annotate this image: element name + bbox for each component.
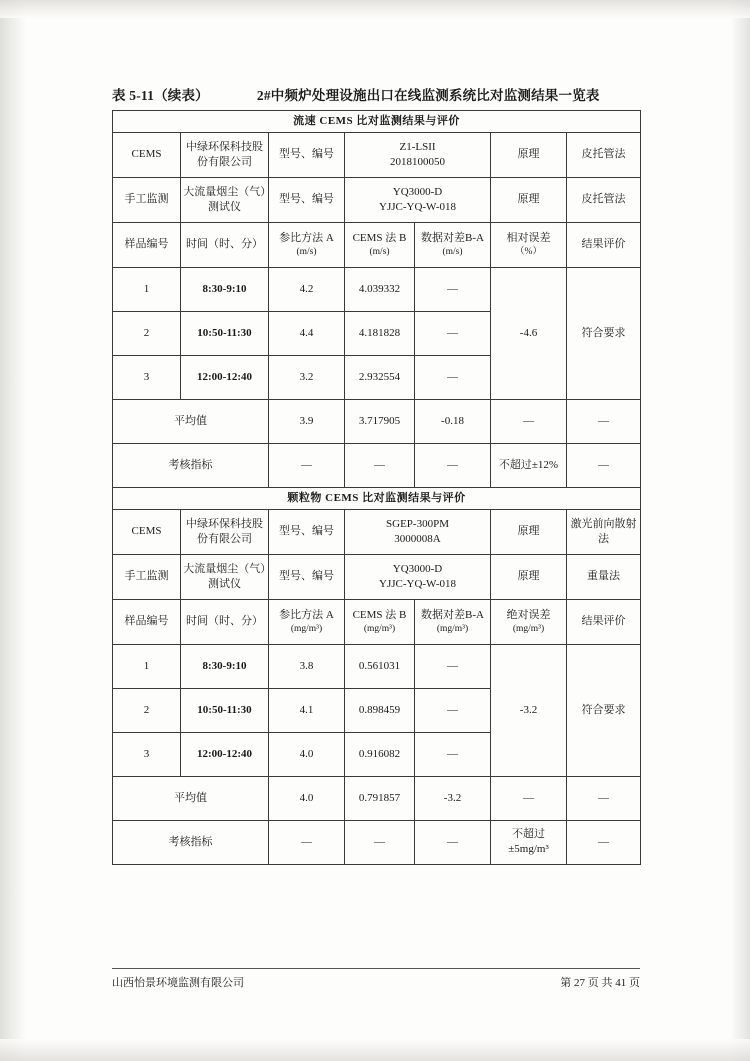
manual-model-serial-1 — [345, 177, 491, 222]
header-evaluation-1: 结果评价 — [567, 222, 641, 267]
scan-edge-bottom — [0, 1039, 750, 1061]
header-cems-b-unit-2: (mg/m³) — [363, 623, 396, 634]
header-diff-2 — [415, 599, 491, 644]
header-cems-b-text-1: CEMS 法 B — [352, 232, 407, 245]
manual-instrument-1: 大流量烟尘（气）测试仪 — [181, 177, 269, 222]
cems-model-serial-1 — [345, 132, 491, 177]
average-diff-1: -0.18 — [415, 399, 491, 443]
row-no: 1 — [113, 267, 181, 311]
cems-principle-1: 皮托管法 — [567, 132, 641, 177]
row-diff: — — [415, 267, 491, 311]
header-cems-b-unit-1: (m/s) — [369, 246, 390, 257]
average-method-a-1: 3.9 — [269, 399, 345, 443]
cems-company-2: 中绿环保科技股份有限公司 — [181, 509, 269, 554]
principle-label-1b: 原理 — [491, 177, 567, 222]
header-method-a-2 — [269, 599, 345, 644]
row-method-a: 4.4 — [269, 311, 345, 355]
average-error-2: — — [491, 776, 567, 820]
header-cems-b-2 — [345, 599, 415, 644]
average-method-a-2: 4.0 — [269, 776, 345, 820]
criteria-cems-b-2: — — [345, 820, 415, 864]
average-cems-b-2: 0.791857 — [345, 776, 415, 820]
criteria-cems-b-1: — — [345, 443, 415, 487]
table-row-average — [113, 399, 641, 443]
header-cems-b-1 — [345, 222, 415, 267]
row-cems-b: 4.039332 — [345, 267, 415, 311]
cems-serial-2: 3000008A — [394, 532, 441, 545]
header-error-1 — [491, 222, 567, 267]
monitoring-results-table — [112, 110, 641, 865]
row-diff: — — [415, 311, 491, 355]
table-row-average — [113, 776, 641, 820]
header-error-text-2: 绝对误差 — [506, 608, 551, 621]
header-error-2 — [491, 599, 567, 644]
model-label-2: 型号、编号 — [269, 509, 345, 554]
header-time-1: 时间（时、分） — [181, 222, 269, 267]
row-time: 8:30-9:10 — [181, 644, 269, 688]
criteria-label-2: 考核指标 — [113, 820, 269, 864]
scan-edge-left — [0, 0, 26, 1061]
manual-label-2: 手工监测 — [113, 554, 181, 599]
table-row — [113, 267, 641, 311]
row-method-a: 3.2 — [269, 355, 345, 399]
cems-company-1: 中绿环保科技股份有限公司 — [181, 132, 269, 177]
footer-page-number: 第 27 页 共 41 页 — [560, 977, 640, 989]
criteria-diff-2: — — [415, 820, 491, 864]
header-time-2: 时间（时、分） — [181, 599, 269, 644]
header-sample-no-1: 样品编号 — [113, 222, 181, 267]
header-method-a-unit-1: (m/s) — [296, 246, 317, 257]
error-value-1: -4.6 — [491, 267, 567, 399]
row-no: 2 — [113, 311, 181, 355]
manual-model-1: YQ3000-D — [392, 186, 443, 198]
row-no: 2 — [113, 688, 181, 732]
row-method-a: 3.8 — [269, 644, 345, 688]
row-cems-b: 4.181828 — [345, 311, 415, 355]
table-row — [113, 132, 641, 177]
model-label-1: 型号、编号 — [269, 132, 345, 177]
header-cems-b-text-2: CEMS 法 B — [352, 608, 407, 621]
header-diff-unit-1: (m/s) — [442, 246, 463, 257]
scan-edge-top — [0, 0, 750, 18]
table-caption — [112, 84, 642, 104]
row-time: 12:00-12:40 — [181, 355, 269, 399]
page-footer — [112, 968, 640, 990]
row-time: 12:00-12:40 — [181, 732, 269, 776]
cems-label-2: CEMS — [113, 509, 181, 554]
table-row — [113, 554, 641, 599]
manual-serial-2: YJJC-YQ-W-018 — [379, 577, 456, 590]
section-title-particulate: 颗粒物 CEMS 比对监测结果与评价 — [113, 487, 641, 509]
evaluation-value-2: 符合要求 — [567, 644, 641, 776]
row-no: 3 — [113, 732, 181, 776]
principle-label-1: 原理 — [491, 132, 567, 177]
header-method-a-text-1: 参比方法 A — [279, 232, 334, 245]
row-diff: — — [415, 732, 491, 776]
footer-company: 山西怡景环境监测有限公司 — [112, 977, 244, 989]
evaluation-value-1: 符合要求 — [567, 267, 641, 399]
average-label-1: 平均值 — [113, 399, 269, 443]
row-no: 1 — [113, 644, 181, 688]
row-diff: — — [415, 688, 491, 732]
row-method-a: 4.1 — [269, 688, 345, 732]
table-row — [113, 644, 641, 688]
manual-model-2: YQ3000-D — [392, 562, 443, 575]
table-row — [113, 177, 641, 222]
average-cems-b-1: 3.717905 — [345, 399, 415, 443]
section-title-velocity: 流速 CEMS 比对监测结果与评价 — [113, 111, 641, 133]
average-diff-2: -3.2 — [415, 776, 491, 820]
cems-model-2: SGEP-300PM — [386, 517, 449, 530]
criteria-label-1: 考核指标 — [113, 443, 269, 487]
row-cems-b: 0.561031 — [345, 644, 415, 688]
average-error-1: — — [491, 399, 567, 443]
row-method-a: 4.2 — [269, 267, 345, 311]
row-no: 3 — [113, 355, 181, 399]
criteria-method-a-2: — — [269, 820, 345, 864]
row-method-a: 4.0 — [269, 732, 345, 776]
average-evaluation-1: — — [567, 399, 641, 443]
header-sample-no-2: 样品编号 — [113, 599, 181, 644]
criteria-error-1: 不超过±12% — [491, 443, 567, 487]
average-label-2: 平均值 — [113, 776, 269, 820]
header-error-text-1: 相对误差 — [506, 232, 551, 245]
header-diff-unit-2: (mg/m³) — [436, 623, 469, 634]
table-row — [113, 509, 641, 554]
principle-label-2: 原理 — [491, 509, 567, 554]
criteria-evaluation-1: — — [567, 443, 641, 487]
manual-model-serial-2 — [345, 554, 491, 599]
table-row-criteria — [113, 443, 641, 487]
manual-instrument-2: 大流量烟尘（气）测试仪 — [181, 554, 269, 599]
criteria-error-2: 不超过±5mg/m³ — [491, 820, 567, 864]
header-error-unit-2: (mg/m³) — [512, 623, 545, 634]
row-cems-b: 0.916082 — [345, 732, 415, 776]
table-row — [113, 487, 641, 509]
header-evaluation-2: 结果评价 — [567, 599, 641, 644]
table-header-row — [113, 222, 641, 267]
manual-principle-2: 重量法 — [567, 554, 641, 599]
manual-serial-1: YJJC-YQ-W-018 — [379, 200, 456, 213]
average-evaluation-2: — — [567, 776, 641, 820]
criteria-evaluation-2: — — [567, 820, 641, 864]
table-header-row — [113, 599, 641, 644]
criteria-diff-1: — — [415, 443, 491, 487]
header-diff-text-1: 数据对差B-A — [421, 232, 484, 245]
row-diff: — — [415, 644, 491, 688]
row-time: 10:50-11:30 — [181, 688, 269, 732]
cems-label-1: CEMS — [113, 132, 181, 177]
header-diff-1 — [415, 222, 491, 267]
principle-label-2b: 原理 — [491, 554, 567, 599]
criteria-method-a-1: — — [269, 443, 345, 487]
error-value-2: -3.2 — [491, 644, 567, 776]
row-cems-b: 2.932554 — [345, 355, 415, 399]
manual-principle-1: 皮托管法 — [567, 177, 641, 222]
header-method-a-text-2: 参比方法 A — [279, 608, 334, 621]
header-method-a-unit-2: (mg/m³) — [290, 623, 323, 634]
model-label-1b: 型号、编号 — [269, 177, 345, 222]
caption-number: 表 5-11（续表） — [112, 88, 209, 103]
row-time: 8:30-9:10 — [181, 267, 269, 311]
row-cems-b: 0.898459 — [345, 688, 415, 732]
header-method-a-1 — [269, 222, 345, 267]
header-diff-text-2: 数据对差B-A — [421, 608, 484, 621]
cems-model-serial-2 — [345, 509, 491, 554]
cems-principle-2: 激光前向散射法 — [567, 509, 641, 554]
scan-edge-right — [730, 0, 750, 1061]
manual-label-1: 手工监测 — [113, 177, 181, 222]
row-time: 10:50-11:30 — [181, 311, 269, 355]
table-row-criteria — [113, 820, 641, 864]
cems-model-1: Z1-LSII — [399, 141, 436, 153]
header-error-unit-1: （%） — [515, 246, 542, 257]
row-diff: — — [415, 355, 491, 399]
caption-title: 2#中频炉处理设施出口在线监测系统比对监测结果一览表 — [256, 88, 600, 103]
model-label-2b: 型号、编号 — [269, 554, 345, 599]
cems-serial-1: 2018100050 — [390, 155, 445, 168]
table-row — [113, 111, 641, 133]
